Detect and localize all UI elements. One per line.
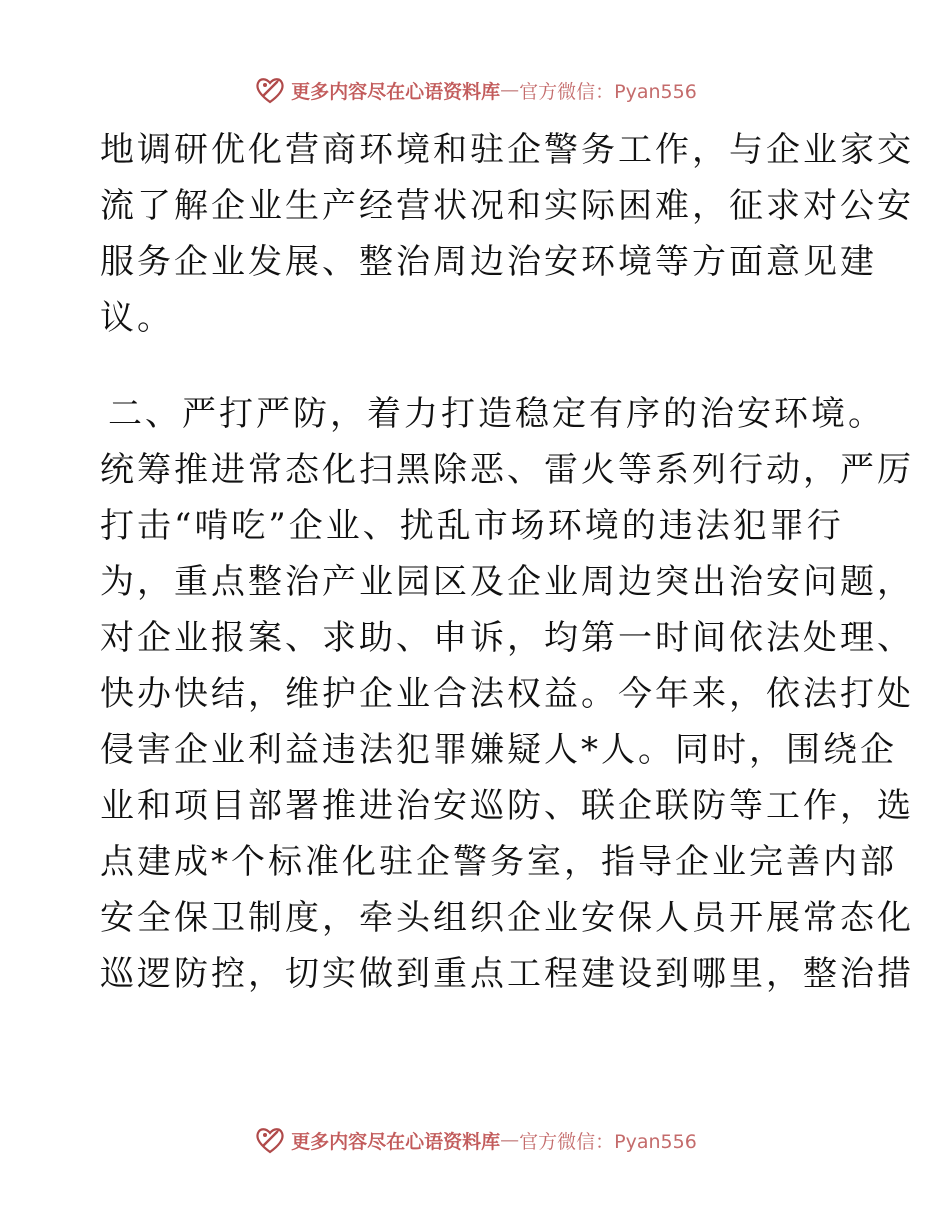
watermark-separator: — <box>500 79 520 101</box>
watermark-brand: 更多内容尽在心语资料库 <box>291 1130 501 1153</box>
text-line: 地调研优化营商环境和驻企警务工作，与企业家交 <box>100 130 914 170</box>
text-line: 为，重点整治产业园区及企业周边突出治安问题， <box>100 562 914 602</box>
watermark-separator: — <box>500 1129 520 1151</box>
watermark-contact: 官方微信：Pyan556 <box>519 80 697 103</box>
text-line: 巡逻防控，切实做到重点工程建设到哪里，整治措 <box>100 954 914 994</box>
text-line: 侵害企业利益违法犯罪嫌疑人*人。同时，围绕企 <box>100 730 897 770</box>
heart-pen-logo-icon <box>253 73 287 107</box>
text-line: 打击“啃吃”企业、扰乱市场环境的违法犯罪行 <box>100 506 844 546</box>
paragraph-gap <box>100 346 860 386</box>
text-line: 业和项目部署推进治安巡防、联企联防等工作，选 <box>100 786 914 826</box>
section-2 <box>100 386 914 1002</box>
text-line: 安全保卫制度，牵头组织企业安保人员开展常态化 <box>100 898 914 938</box>
watermark-contact: 官方微信：Pyan556 <box>519 1130 697 1153</box>
section-heading: 二、严打严防，着力打造稳定有序的治安环境。 <box>108 394 885 434</box>
watermark-brand: 更多内容尽在心语资料库 <box>291 80 501 103</box>
text-line: 流了解企业生产经营状况和实际困难，征求对公安 <box>100 186 914 226</box>
document-body <box>100 122 914 1002</box>
text-line: 点建成*个标准化驻企警务室，指导企业完善内部 <box>100 842 897 882</box>
text-line: 快办快结，维护企业合法权益。今年来，依法打处 <box>100 674 914 714</box>
header-watermark <box>0 70 950 110</box>
heart-pen-logo-icon <box>253 1123 287 1157</box>
text-line: 对企业报案、求助、申诉，均第一时间依法处理、 <box>100 618 914 658</box>
text-line: 统筹推进常态化扫黑除恶、雷火等系列行动，严厉 <box>100 450 914 490</box>
text-line: 议。 <box>100 298 174 338</box>
footer-watermark <box>0 1120 950 1160</box>
text-line: 服务企业发展、整治周边治安环境等方面意见建 <box>100 242 877 282</box>
paragraph-1 <box>100 122 914 346</box>
